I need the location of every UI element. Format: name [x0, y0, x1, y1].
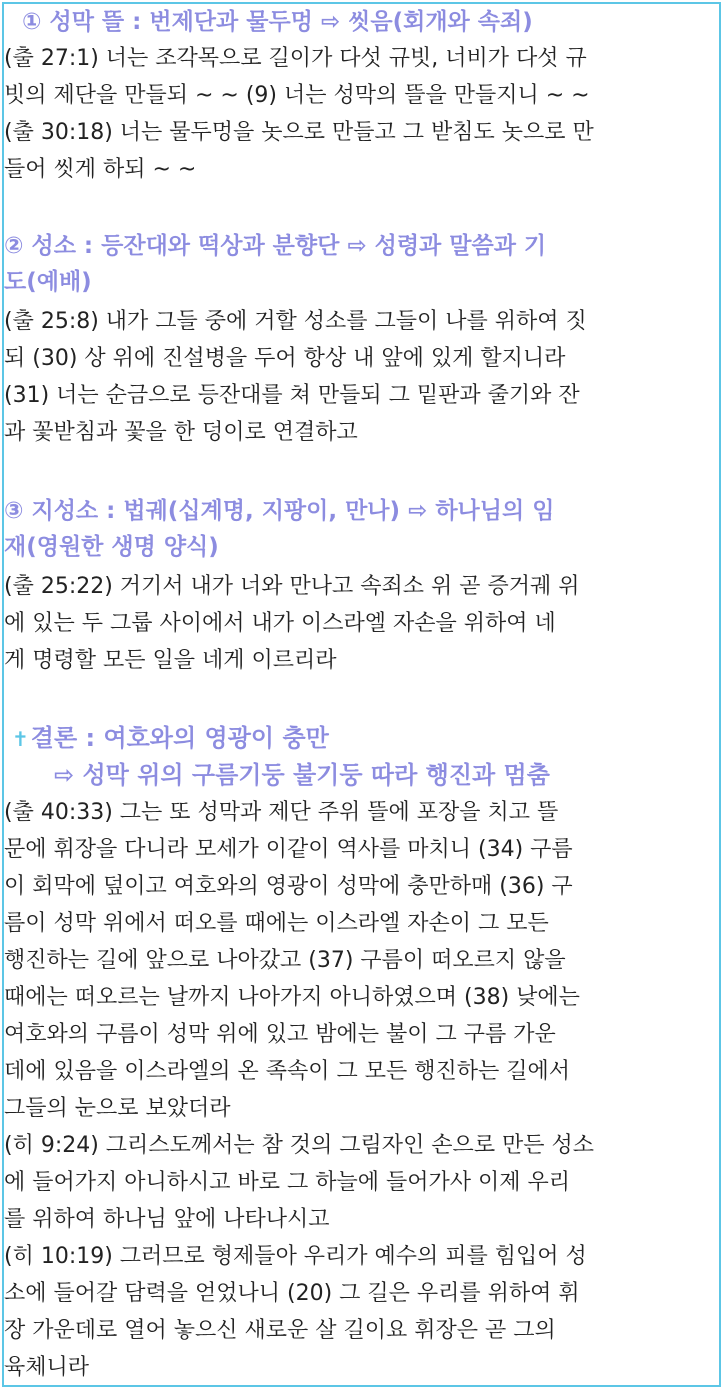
document-frame — [2, 2, 721, 1387]
conclusion-line: 를 위하여 하나님 앞에 나타나시고 — [4, 1207, 330, 1232]
section-3-line: 게 명령할 모든 일을 네게 이르리라 — [4, 648, 337, 673]
conclusion-line: 때에는 떠오르는 날까지 나아가지 아니하였으며 (38) 낮에는 — [4, 985, 580, 1010]
section-2-line: (31) 너는 순금으로 등잔대를 쳐 만들되 그 밑판과 줄기와 잔 — [4, 383, 580, 408]
conclusion-line: 여호와의 구름이 성막 위에 있고 밤에는 불이 그 구름 가운 — [4, 1022, 556, 1047]
section-2-line: (출 25:8) 내가 그들 중에 거할 성소를 그들이 나를 위하여 짓 — [4, 309, 587, 334]
conclusion-line: 문에 휘장을 다니라 모세가 이같이 역사를 마치니 (34) 구름 — [4, 837, 573, 862]
section-1-heading: ① 성막 뜰 : 번제단과 물두멍 ⇨ 씻음(회개와 속죄) — [22, 9, 533, 35]
section-3-heading: ③ 지성소 : 법궤(십계명, 지팡이, 만나) ⇨ 하나님의 임 — [4, 498, 555, 524]
conclusion-line: 에 들어가지 아니하시고 바로 그 하늘에 들어가사 이제 우리 — [4, 1170, 570, 1195]
conclusion-line: (히 10:19) 그러므로 형제들아 우리가 예수의 피를 힘입어 성 — [4, 1244, 587, 1269]
section-3-line: 에 있는 두 그룹 사이에서 내가 이스라엘 자손을 위하여 네 — [4, 611, 556, 636]
section-1-line: 들어 씻게 하되 ~ ~ — [4, 157, 197, 182]
section-1-line: 빗의 제단을 만들되 ~ ~ (9) 너는 성막의 뜰을 만들지니 ~ ~ — [4, 83, 590, 108]
conclusion-subtitle: ⇨ 성막 위의 구름기둥 불기둥 따라 행진과 멈춤 — [54, 761, 550, 789]
conclusion-line: 육체니라 — [4, 1355, 90, 1380]
section-3-heading-continued: 재(영원한 생명 양식) — [4, 534, 219, 560]
section-1-line: (출 27:1) 너는 조각목으로 길이가 다섯 규빗, 너비가 다섯 규 — [4, 46, 587, 71]
conclusion-title: 결론 : 여호와의 영광이 충만 — [30, 724, 329, 752]
section-2-line: 되 (30) 상 위에 진설병을 두어 항상 내 앞에 있게 할지니라 — [4, 346, 566, 371]
conclusion-line: (출 40:33) 그는 또 성막과 제단 주위 뜰에 포장을 치고 뜰 — [4, 800, 559, 825]
conclusion-line: 데에 있음을 이스라엘의 온 족속이 그 모든 행진하는 길에서 — [4, 1059, 570, 1084]
conclusion-line: 행진하는 길에 앞으로 나아갔고 (37) 구름이 떠오르지 않을 — [4, 948, 566, 973]
conclusion-line: 이 회막에 덮이고 여호와의 영광이 성막에 충만하매 (36) 구 — [4, 874, 573, 899]
conclusion-line: 름이 성막 위에서 떠오를 때에는 이스라엘 자손이 그 모든 — [4, 911, 549, 936]
conclusion-line: 장 가운데로 열어 놓으신 새로운 살 길이요 휘장은 곧 그의 — [4, 1318, 556, 1343]
section-2-heading-continued: 도(예배) — [4, 269, 92, 295]
conclusion-title-row — [12, 720, 329, 756]
conclusion-line: (히 9:24) 그리스도께서는 참 것의 그림자인 손으로 만든 성소 — [4, 1133, 595, 1158]
conclusion-line: 그들의 눈으로 보았더라 — [4, 1096, 231, 1121]
section-2-line: 과 꽃받침과 꽃을 한 덩이로 연결하고 — [4, 420, 358, 445]
conclusion-line: 소에 들어갈 담력을 얻었나니 (20) 그 길은 우리를 위하여 휘 — [4, 1281, 580, 1306]
section-2-heading: ② 성소 : 등잔대와 떡상과 분향단 ⇨ 성령과 말씀과 기 — [4, 233, 547, 259]
section-1-line: (출 30:18) 너는 물두멍을 놋으로 만들고 그 받침도 놋으로 만 — [4, 120, 594, 145]
cross-icon: ✝ — [12, 727, 29, 751]
section-3-line: (출 25:22) 거기서 내가 너와 만나고 속죄소 위 곧 증거궤 위 — [4, 574, 580, 599]
